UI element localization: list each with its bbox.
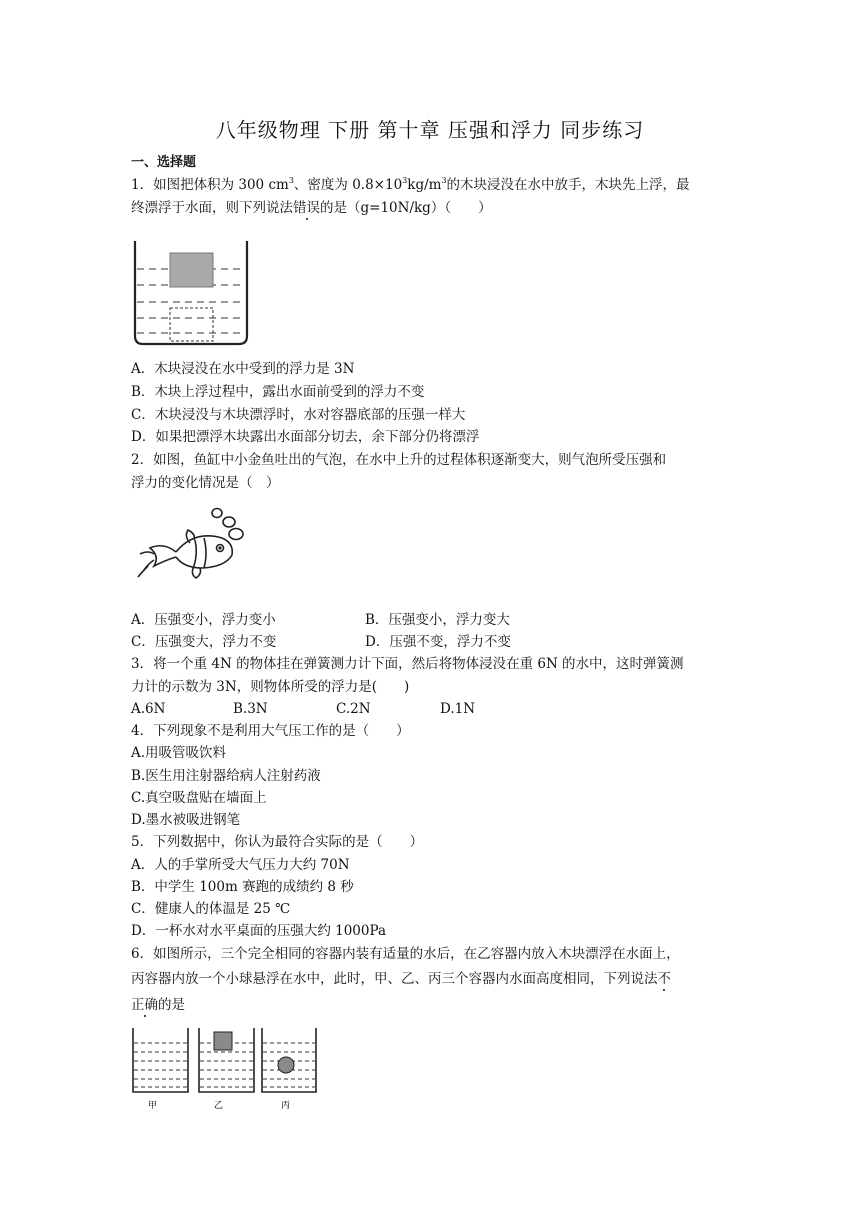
container-bing [262,1028,316,1092]
q4-option-a: A.用吸管吸饮料 [131,745,227,761]
q2-line-1: 2．如图，鱼缸中小金鱼吐出的气泡，在水中上升的过程体积逐渐变大，则气泡所受压强和 [131,452,667,468]
q2-line-2: 浮力的变化情况是（ ） [131,475,280,491]
q5-line-1: 5．下列数据中，你认为最符合实际的是（ ） [131,834,424,850]
emphasis-mark: 错误 [293,200,320,216]
q2-option-a: A．压强变小，浮力变小 [131,612,276,628]
q3-option-b: B.3N [233,701,268,717]
container-yi [199,1028,254,1092]
q3-line-1: 3．将一个重 4N 的物体挂在弹簧测力计下面，然后将物体浸没在重 6N 的水中，这时弹簧测 [131,656,684,672]
beaker-wood-block-figure [128,238,256,350]
q2-option-d: D．压强不变，浮力不变 [365,634,511,650]
q5-option-d: D．一杯水对水平桌面的压强大约 1000Pa [131,923,386,939]
q6-line-1: 6．如图所示，三个完全相同的容器内装有适量的水后，在乙容器内放入木块漂浮在水面上， [131,946,680,962]
label-yi: 乙 [214,1101,224,1111]
q1-line-2: 终漂浮于水面，则下列说法错误的是（g=10N/kg）（ ） [131,200,492,216]
q3-option-c: C.2N [336,701,371,717]
q4-line-1: 4．下列现象不是利用大气压工作的是（ ） [131,723,410,739]
q3-line-2: 力计的示数为 3N，则物体所受的浮力是( ) [131,679,410,695]
wood-block [214,1032,232,1050]
q1-option-d: D．如果把漂浮木块露出水面部分切去，余下部分仍将漂浮 [131,429,480,445]
q1-line-1: 1．如图把体积为 300 $cm^3$、密度为 $0.8\times 10^3kg/m^3$的木块浸没在水中放手，木块先上浮，最 [131,176,690,193]
q6-line-2: 丙容器内放一个小球悬浮在水中，此时，甲、乙、丙三个容器内水面高度相同，下列说法不 [131,971,671,987]
fish-bubbles-figure [132,500,262,590]
q4-option-c: C.真空吸盘贴在墙面上 [131,790,267,806]
q3-option-d: D.1N [440,701,476,717]
q1-option-c: C．木块浸没与木块漂浮时，水对容器底部的压强一样大 [131,407,466,423]
label-jia: 甲 [148,1101,158,1111]
label-bing: 丙 [281,1101,291,1111]
q5-option-c: C．健康人的体温是 25 ℃ [131,901,291,917]
q4-option-b: B.医生用注射器给病人注射药液 [131,768,321,784]
emphasis-mark: 不 [657,971,671,987]
q3-option-a: A.6N [131,701,166,717]
q2-option-c: C．压强变大，浮力不变 [131,634,277,650]
q1-option-b: B．木块上浮过程中，露出水面前受到的浮力不变 [131,384,425,400]
q1-option-a: A．木块浸没在水中受到的浮力是 3N [131,361,355,377]
page-title: 八年级物理 下册 第十章 压强和浮力 同步练习 [215,118,645,142]
emphasis-mark: 正确 [131,997,158,1013]
q5-option-a: A．人的手掌所受大气压力大约 70N [131,857,350,873]
three-containers-figure [128,1022,328,1114]
suspended-ball [278,1057,294,1073]
q6-line-3: 正确的是 [131,997,185,1013]
container-jia [133,1028,188,1092]
q2-option-b: B．压强变小，浮力变大 [365,612,510,628]
section-heading: 一、选择题 [131,155,197,170]
q4-option-d: D.墨水被吸进钢笔 [131,812,241,828]
q5-option-b: B．中学生 100m 赛跑的成绩约 8 秒 [131,879,354,895]
